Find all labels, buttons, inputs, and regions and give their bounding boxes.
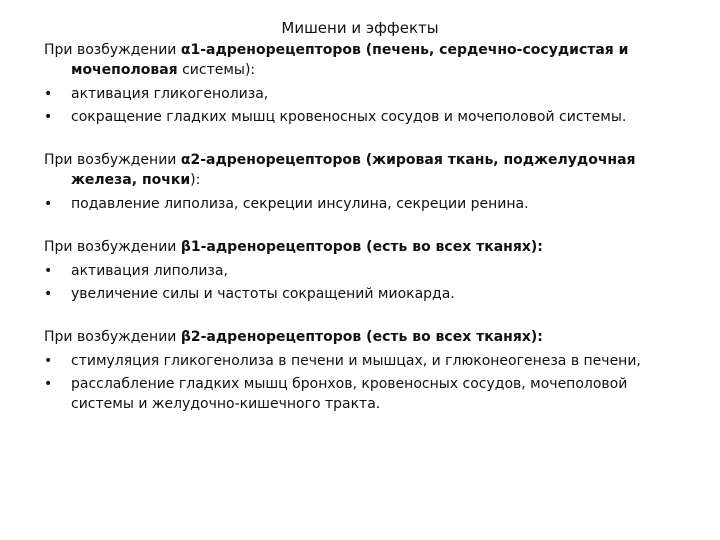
receptor-name: β1-адренорецепторов: [180, 239, 362, 255]
spacer: [44, 217, 694, 237]
list-item: [44, 261, 694, 281]
heading-tissues: (жировая ткань, поджелудочная железа, почки: [71, 152, 636, 188]
section-alpha1: [44, 40, 694, 127]
bullet-icon: •: [44, 196, 53, 212]
list-item-text: активация липолиза,: [71, 263, 228, 279]
heading-prefix: При возбуждении: [44, 329, 181, 345]
heading-prefix: При возбуждении: [44, 239, 181, 255]
list-item: [44, 107, 694, 127]
spacer: [44, 307, 694, 327]
section-heading: [44, 237, 694, 257]
bullet-icon: •: [44, 86, 53, 102]
heading-tail: ):: [190, 172, 201, 188]
section-beta1: [44, 237, 694, 304]
effects-list: [44, 351, 694, 414]
bullet-icon: •: [44, 376, 53, 392]
heading-tissues: (есть во всех тканях):: [361, 239, 543, 255]
effects-list: [44, 261, 694, 304]
effects-list: [44, 194, 694, 214]
slide-body: [44, 40, 694, 417]
list-item-text: увеличение силы и частоты сокращений миокарда.: [71, 286, 455, 302]
list-item: [44, 284, 694, 304]
list-item-text: подавление липолиза, секреции инсулина, секреции ренина.: [71, 196, 529, 212]
list-item-text: активация гликогенолиза,: [71, 86, 269, 102]
heading-tissues: (печень, сердечно-сосудистая и мочеполовая: [71, 42, 629, 78]
list-item: [44, 351, 694, 371]
section-heading: [44, 40, 694, 80]
list-item: [44, 374, 694, 414]
list-item: [44, 194, 694, 214]
section-beta2: [44, 327, 694, 414]
effects-list: [44, 84, 694, 127]
heading-prefix: При возбуждении: [44, 152, 181, 168]
section-alpha2: [44, 150, 694, 214]
section-heading: [44, 150, 694, 190]
heading-tail: системы):: [177, 62, 256, 78]
bullet-icon: •: [44, 109, 53, 125]
receptor-name: α2-адренорецепторов: [180, 152, 361, 168]
list-item-text: стимуляция гликогенолиза в печени и мышцах, и глюконеогенеза в печени,: [71, 353, 641, 369]
bullet-icon: •: [44, 286, 53, 302]
slide-title: Мишени и эффекты: [281, 19, 439, 37]
list-item-text: сокращение гладких мышц кровеносных сосудов и мочеполовой системы.: [71, 109, 627, 125]
section-heading: [44, 327, 694, 347]
receptor-name: α1-адренорецепторов: [180, 42, 361, 58]
bullet-icon: •: [44, 263, 53, 279]
list-item: [44, 84, 694, 104]
spacer: [44, 130, 694, 150]
heading-tissues: (есть во всех тканях):: [361, 329, 543, 345]
bullet-icon: •: [44, 353, 53, 369]
list-item-text: расслабление гладких мышц бронхов, кровеносных сосудов, мочеполовой системы и желудочно-кишечного тракта.: [71, 376, 628, 412]
heading-prefix: При возбуждении: [44, 42, 181, 58]
receptor-name: β2-адренорецепторов: [180, 329, 362, 345]
